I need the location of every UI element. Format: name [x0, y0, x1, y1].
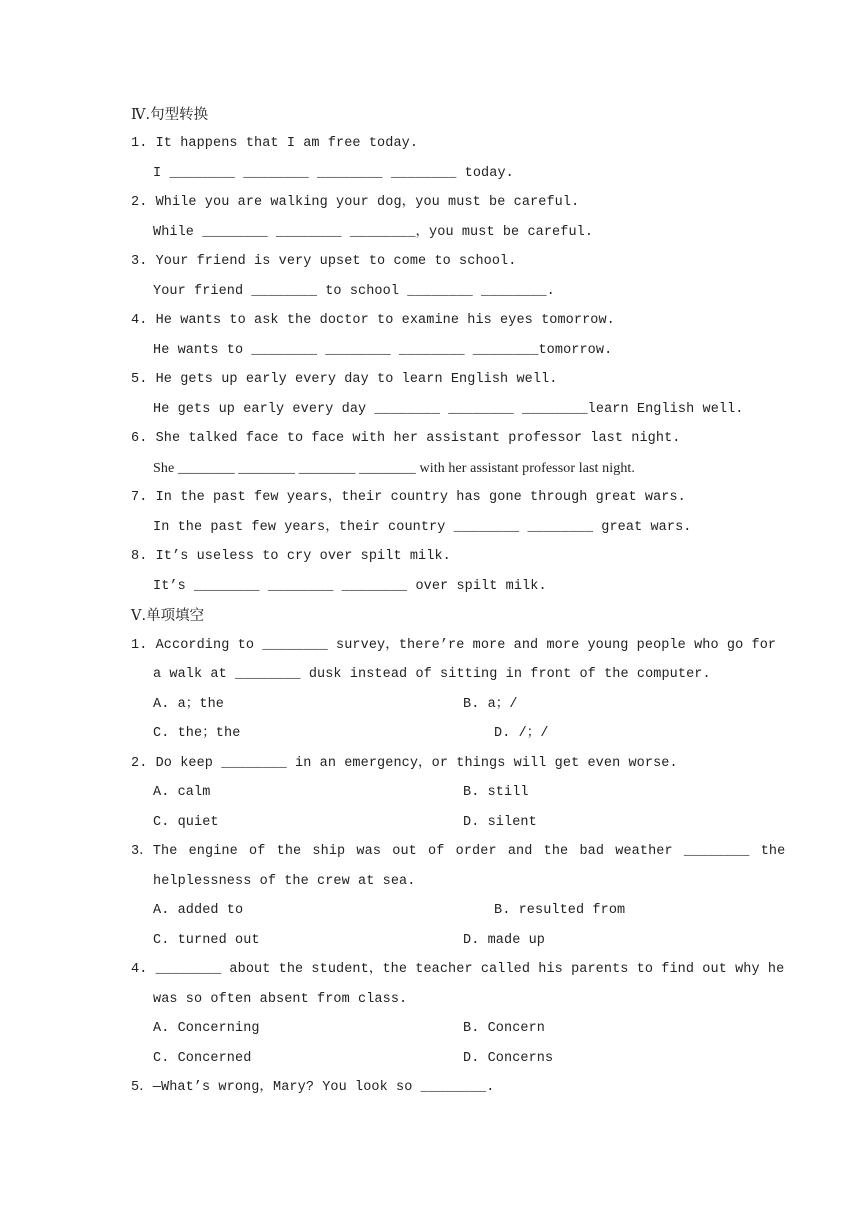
- mc-question-2-option-c: C. quiet: [153, 815, 219, 830]
- mc-question-4-line-1: 4. ________ about the student，the teacher called his parents to find out why he: [131, 962, 785, 977]
- question-3-original: 3. Your friend is very upset to come to school.: [131, 254, 517, 269]
- question-6-original: 6. She talked face to face with her assistant professor last night.: [131, 431, 681, 446]
- mc-question-3-line-2: helplessness of the crew at sea.: [153, 874, 416, 889]
- mc-question-3-line-1: 3．The engine of the ship was out of order and the bad weather ________ the: [131, 844, 786, 859]
- question-2-rewrite: While ________ ________ ________，you must be careful.: [153, 225, 594, 240]
- mc-question-4-option-a: A. Concerning: [153, 1021, 260, 1036]
- mc-question-3-option-b: B. resulted from: [494, 903, 626, 918]
- mc-question-2-option-a: A. calm: [153, 785, 211, 800]
- mc-question-3-option-d: D. made up: [463, 933, 546, 948]
- mc-question-1-option-c: C. the；the: [153, 726, 241, 741]
- mc-question-4-line-2: was so often absent from class.: [153, 992, 408, 1007]
- mc-question-4-option-b: B. Concern: [463, 1021, 546, 1036]
- mc-question-3-option-a: A. added to: [153, 903, 244, 918]
- mc-question-2-line-1: 2. Do keep ________ in an emergency，or things will get even worse.: [131, 756, 678, 771]
- question-5-rewrite: He gets up early every day ________ ________ ________learn English well.: [153, 402, 744, 417]
- mc-question-2-option-d: D. silent: [463, 815, 537, 830]
- mc-question-1-option-d: D. /；/: [494, 726, 549, 741]
- question-2-original: 2. While you are walking your dog，you must be careful.: [131, 195, 580, 210]
- mc-question-1-line-2: a walk at ________ dusk instead of sitting in front of the computer.: [153, 667, 711, 682]
- question-6-rewrite: She ________ ________ ________ ________ with her assistant professor last night.: [153, 461, 636, 476]
- question-7-original: 7. In the past few years，their country has gone through great wars.: [131, 490, 686, 505]
- question-5-original: 5. He gets up early every day to learn English well.: [131, 372, 558, 387]
- question-8-rewrite: It’s ________ ________ ________ over spilt milk.: [153, 579, 547, 594]
- question-7-rewrite: In the past few years，their country ________ ________ great wars.: [153, 520, 692, 535]
- mc-question-1-line-1: 1. According to ________ survey，there’re more and more young people who go for: [131, 638, 777, 653]
- mc-question-3-option-c: C. turned out: [153, 933, 260, 948]
- question-4-rewrite: He wants to ________ ________ ________ ________tomorrow.: [153, 343, 613, 358]
- question-1-rewrite: I ________ ________ ________ ________ today.: [153, 166, 514, 181]
- question-1-original: 1. It happens that I am free today.: [131, 136, 419, 151]
- mc-question-5-line-1: 5．—What’s wrong，Mary? You look so ________.: [131, 1080, 495, 1095]
- question-4-original: 4. He wants to ask the doctor to examine his eyes tomorrow.: [131, 313, 615, 328]
- mc-question-2-option-b: B. still: [463, 785, 529, 800]
- mc-question-1-option-b: B. a；/: [463, 697, 518, 712]
- mc-question-4-option-d: D. Concerns: [463, 1051, 554, 1066]
- question-8-original: 8. It’s useless to cry over spilt milk.: [131, 549, 451, 564]
- section-heading-sentence-transformation: Ⅳ.句型转换: [131, 107, 209, 123]
- question-3-rewrite: Your friend ________ to school ________ ________.: [153, 284, 555, 299]
- mc-question-1-option-a: A. a；the: [153, 697, 225, 712]
- section-heading-multiple-choice: Ⅴ.单项填空: [131, 608, 205, 624]
- mc-question-4-option-c: C. Concerned: [153, 1051, 252, 1066]
